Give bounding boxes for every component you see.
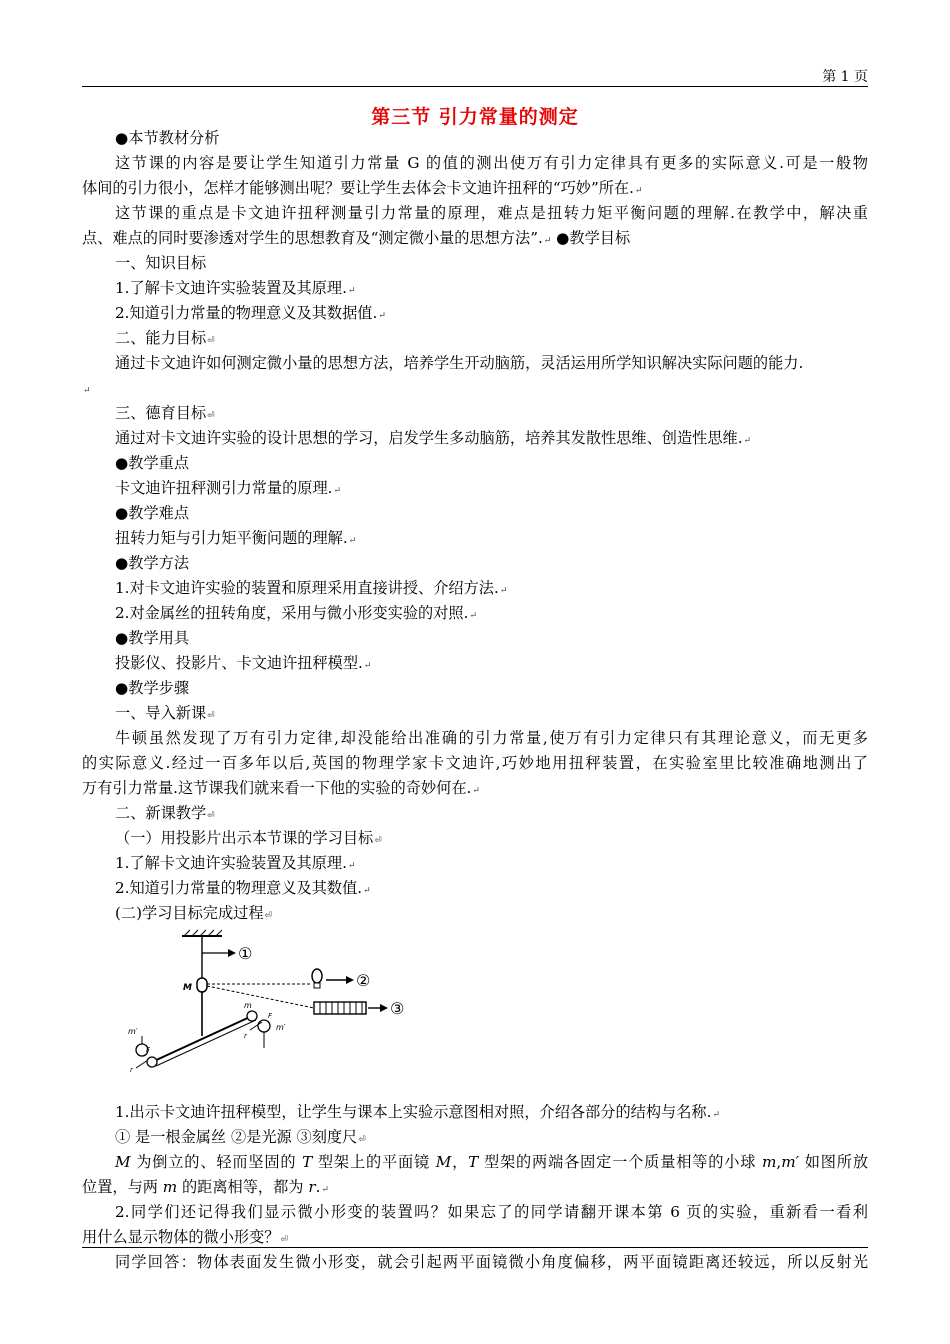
- paragraph-mark: ↵: [499, 586, 508, 596]
- list-item: 2.知道引力常量的物理意义及其数值.↵: [115, 879, 371, 897]
- heading-intro: 一、导入新课⏎: [115, 704, 215, 722]
- section-heading: ●教学步骤: [115, 679, 190, 697]
- arrow-head-2: [346, 976, 354, 984]
- page-title: 第三节 引力常量的测定: [371, 106, 579, 128]
- arrow-head-1: [228, 949, 236, 957]
- list-item: 1.了解卡文迪许实验装置及其原理.↵: [115, 279, 356, 297]
- light-ray-reflected: [207, 986, 314, 1008]
- heading-ability-goals: 二、能力目标⏎: [115, 329, 215, 347]
- label-f-right: F: [268, 1012, 273, 1020]
- list-item: 1.对卡文迪许实验的装置和原理采用直接讲授、介绍方法.↵: [115, 579, 508, 597]
- paragraph-mark: ↵: [363, 661, 372, 671]
- paragraph-line: 体间的引力很小，怎样才能够测出呢？要让学生去体会卡文迪许扭秤的“巧妙”所在.↵: [82, 179, 643, 197]
- label-f-left: F: [146, 1046, 151, 1054]
- paragraph-line: 扭转力矩与引力矩平衡问题的理解.↵: [115, 529, 357, 547]
- force-line-left: [136, 1060, 148, 1068]
- label-m-prime-right: m′: [276, 1023, 286, 1032]
- small-ball-m-left: [147, 1057, 157, 1067]
- paragraph-line: 同学回答：物体表面发生微小形变，就会引起两平面镜微小角度偏移，两平面镜距离还较远，所以反射光: [115, 1253, 868, 1271]
- section-heading: ●教学难点: [115, 504, 190, 522]
- arrow-head-3: [380, 1004, 388, 1012]
- label-m-prime-left: m′: [128, 1027, 138, 1036]
- paragraph-line: 卡文迪许扭秤测引力常量的原理.↵: [115, 479, 341, 497]
- section-heading: ●教学重点: [115, 454, 190, 472]
- heading-moral-goals: 三、德育目标⏎: [115, 404, 215, 422]
- paragraph-line: 通过卡文迪许如何测定微小量的思想方法，培养学生开动脑筋，灵活运用所学知识解决实际问题的能力.: [115, 354, 804, 372]
- page-number: 第 1 页: [822, 69, 868, 85]
- torsion-balance-diagram: [126, 926, 466, 1096]
- paragraph-line: M 为倒立的、轻而坚固的 T 型架上的平面镜 M，T 型架的两端各固定一个质量相等的小球 m,m′ 如图所放: [115, 1153, 868, 1171]
- paragraph-line: 投影仪、投影片、卡文迪许扭秤模型.↵: [115, 654, 372, 672]
- paragraph-line: [82, 376, 868, 401]
- paragraph-mark: ↵: [469, 611, 477, 621]
- section-heading: ●本节教材分析: [115, 129, 220, 147]
- label-1: ①: [238, 944, 253, 963]
- paragraph-line: 位置，与两 m 的距离相等，都为 r.↵: [82, 1178, 329, 1196]
- header-rule: [82, 86, 868, 87]
- paragraph-mark: ↵: [472, 786, 480, 796]
- return-mark: ⏎: [207, 336, 215, 346]
- subheading: （一）用投影片出示本节课的学习目标⏎: [115, 829, 382, 847]
- paragraph-line: 这节课的内容是要让学生知道引力常量 G 的值的测出使万有引力定律具有更多的实际意义.可是一般物: [115, 154, 868, 172]
- paragraph-line: 通过对卡文迪许实验的设计思想的学习，启发学生多动脑筋，培养其发散性思维、创造性思维.↵: [115, 429, 752, 447]
- paragraph-line: 1.出示卡文迪许扭秤模型，让学生与课本上实验示意图相对照，介绍各部分的结构与名称.↵: [115, 1103, 720, 1121]
- large-ball-right: [258, 1020, 270, 1032]
- label-2: ②: [356, 971, 371, 990]
- mirror-m: [197, 978, 207, 992]
- heading-knowledge-goals: 一、知识目标: [115, 254, 207, 272]
- t-frame-beam-edge: [156, 1020, 256, 1066]
- return-mark: ⏎: [207, 411, 215, 421]
- label-m-right: m: [244, 1001, 252, 1010]
- paragraph-mark: ↵: [712, 1110, 720, 1120]
- light-source-base: [314, 983, 320, 988]
- section-heading: ●教学用具: [115, 629, 190, 647]
- return-mark: ⏎: [207, 811, 215, 821]
- document-body: [82, 126, 868, 1275]
- scale-ruler: [314, 1002, 366, 1014]
- light-source: [312, 969, 322, 983]
- small-ball-m-right: [247, 1011, 257, 1021]
- paragraph-mark: ↵: [363, 886, 371, 896]
- list-item: 1.了解卡文迪许实验装置及其原理.↵: [115, 854, 356, 872]
- paragraph-line: 2.同学们还记得我们显示微小形变的装置吗？如果忘了的同学请翻开课本第 6 页的实验，重新看一看利: [115, 1203, 868, 1221]
- label-r-right: r: [244, 1032, 247, 1040]
- paragraph-line: 点、难点的同时要渗透对学生的思想教育及“测定微小量的思想方法”.↵ ●教学目标: [82, 229, 631, 247]
- list-item: 2.知道引力常量的物理意义及其数据值.↵: [115, 304, 386, 322]
- paragraph-mark: ↵: [348, 536, 357, 546]
- paragraph-line: 用什么显示物体的微小形变？⏎: [82, 1228, 288, 1246]
- paragraph-mark: ↵: [321, 1185, 329, 1195]
- return-mark: ⏎: [358, 1135, 366, 1145]
- return-mark: ⏎: [280, 1235, 288, 1245]
- paragraph-mark: ↵: [347, 861, 356, 871]
- paragraph-mark: ↵: [378, 311, 386, 321]
- heading-new-lesson: 二、新课教学⏎: [115, 804, 215, 822]
- cavendish-torsion-balance-figure: [126, 926, 868, 1100]
- subheading: (二)学习目标完成过程⏎: [115, 904, 273, 922]
- label-3: ③: [390, 999, 405, 1018]
- paragraph-line: 的实际意义.经过一百多年以后,英国的物理学家卡文迪许,巧妙地用扭秤装置，在实验室里比较准确地测出了: [82, 754, 868, 772]
- paragraph-line: 万有引力常量.这节课我们就来看一下他的实验的奇妙何在.↵: [82, 779, 480, 797]
- paragraph-mark: ↵: [743, 436, 752, 446]
- paragraph-line: 这节课的重点是卡文迪许扭秤测量引力常量的原理，难点是扭转力矩平衡问题的理解.在教学中，解决重: [115, 204, 868, 222]
- paragraph-mark: ↵: [543, 236, 552, 246]
- list-item: 2.对金属丝的扭转角度，采用与微小形变实验的对照.↵: [115, 604, 477, 622]
- return-mark: ⏎: [374, 836, 382, 846]
- return-mark: ⏎: [264, 911, 273, 921]
- return-mark: ⏎: [207, 711, 215, 721]
- paragraph-mark: ↵: [634, 186, 643, 196]
- label-r-left: r: [130, 1066, 133, 1074]
- paragraph-line: ① 是一根金属丝 ②是光源 ③刻度尺⏎: [115, 1128, 366, 1146]
- paragraph-mark: ↵: [333, 486, 341, 496]
- section-heading: ●教学方法: [115, 554, 190, 572]
- paragraph-mark: ↵: [83, 386, 91, 396]
- paragraph-line: 牛顿虽然发现了万有引力定律,却没能给出准确的引力常量,使万有引力定律只有其理论意义，而无更多: [115, 729, 868, 747]
- paragraph-mark: ↵: [347, 286, 356, 296]
- footer-rule: [82, 1247, 868, 1248]
- label-m-mirror: M: [183, 983, 192, 993]
